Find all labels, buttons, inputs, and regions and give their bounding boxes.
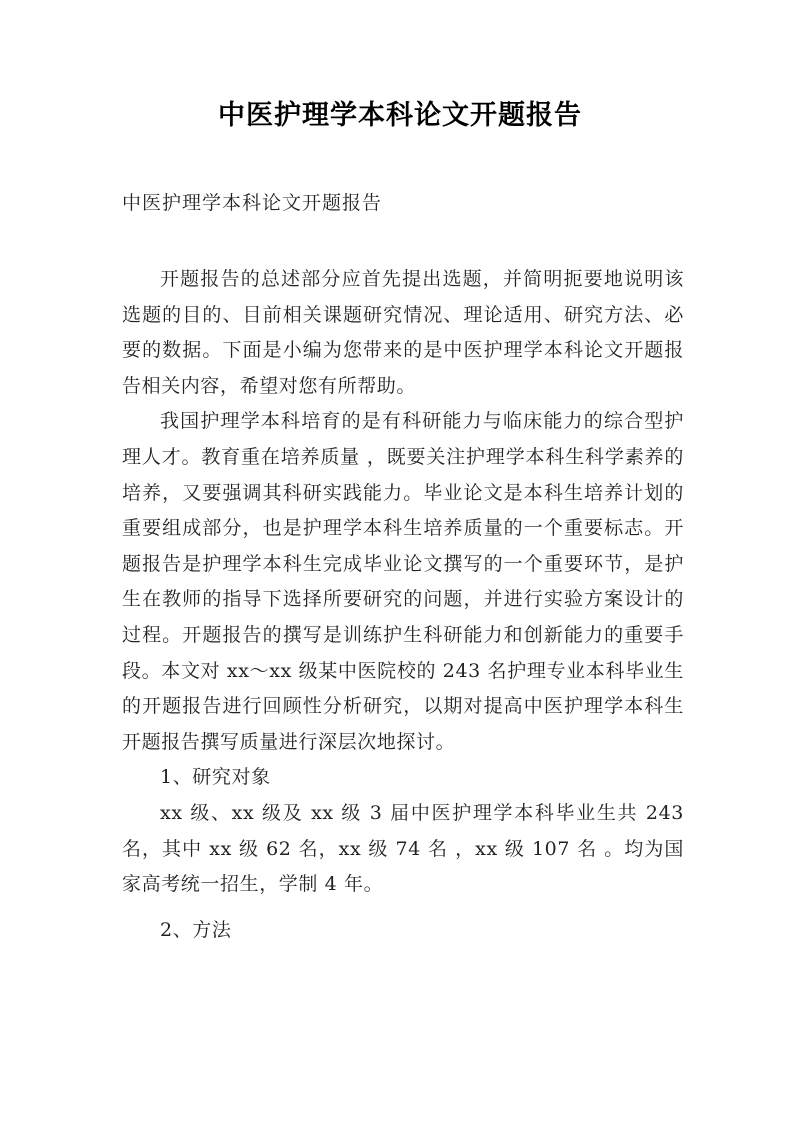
document-title: 中医护理学本科论文开题报告 [218, 100, 582, 131]
paragraph-intro: 开题报告的总述部分应首先提出选题，并简明扼要地说明该选题的目的、目前相关课题研究情况、理论适用、研究方法、必要的数据。下面是小编为您带来的是中医护理学本科论文开题报告相关内容，希望对您有所帮助。 [122, 268, 684, 397]
section-heading-methods: 2、方法 [160, 918, 232, 941]
paragraph-research-subjects: xx 级、xx 级及 xx 级 3 届中医护理学本科毕业生共 243 名，其中 xx 级 62 名，xx 级 74 名 ，xx 级 107 名 。均为国家高考统一招生，学制 4 年。 [122, 801, 684, 896]
document-body [122, 262, 684, 948]
section-heading-research-subjects: 1、研究对象 [160, 766, 271, 789]
document-subtitle: 中医护理学本科论文开题报告 [122, 192, 383, 214]
paragraph-background: 我国护理学本科培育的是有科研能力与临床能力的综合型护理人才。教育重在培养质量 ，既要关注护理学本科生科学素养的培养，又要强调其科研实践能力。毕业论文是本科生培养计划的重要组成部分，也是护理学本科生培养质量的一个重要标志。开题报告是护理学本科生完成毕业论文撰写的一个重要环节，是护生在教师的指导下选择所要研究的问题，并进行实验方案设计的过程。开题报告的撰写是训练护生科研能力和创新能力的重要手段。本文对 xx～xx 级某中医院校的 243 名护理专业本科毕业生的开题报告进行回顾性分析研究，以期对提高中医护理学本科生开题报告撰写质量进行深层次地探讨。 [122, 410, 684, 753]
